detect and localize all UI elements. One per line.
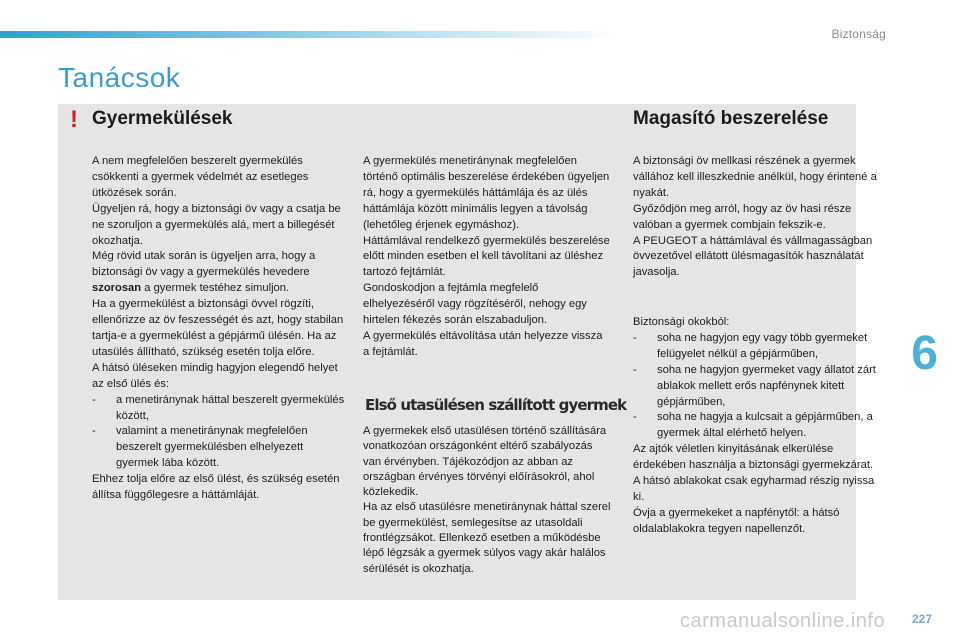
paragraph: A hátsó ablakokat csak egyharmad részig nyissa ki. (633, 475, 875, 503)
list-item (92, 424, 348, 472)
paragraph: Az ajtók véletlen kinyitásának elkerülése érdekében használja a biztonsági gyermekzárat. (633, 443, 874, 472)
heading-child-seats: Gyermekülések (92, 108, 233, 129)
section-label: Biztonság (831, 27, 886, 41)
paragraph: A gyermekülés menetiránynak megfelelően történő optimális beszerelése érdekében ügyeljen rá, hogy a gyermekülés háttámlája és az ülés háttámlája között minimális legyen a távolság (lehetőleg érjenek egymáshoz). (363, 155, 610, 231)
list-item (92, 393, 348, 425)
paragraph: Győződjön meg arról, hogy az öv hasi része valóban a gyermek combjain fekszik-e. (633, 202, 852, 231)
list-item-text: soha ne hagyjon egy vagy több gyermeket felügyelet nélkül a gépjárműben, (657, 331, 868, 360)
paragraph: Biztonsági okokból: (633, 316, 730, 328)
header-accent-bar (0, 31, 620, 38)
paragraph: Háttámlával rendelkező gyermekülés beszerelése előtt minden esetben el kell távolítani az üléshez tartozó fejtámlát. (363, 234, 610, 279)
list-item-text: soha ne hagyjon gyermeket vagy állatot zárt ablakok mellett erős napfénynek kitett gépjárműben, (657, 363, 876, 408)
list-item (633, 331, 881, 363)
list-item (633, 410, 881, 442)
chapter-number: 6 (911, 327, 938, 380)
list-dash: - (633, 411, 637, 424)
paragraph: A gyermekülés eltávolítása után helyezze vissza a fejtámlát. (363, 329, 603, 358)
paragraph: A gyermekek első utasülésen történő szállítására vonatkozóan országonként eltérő szabályozás van érvényben. Tájékozódjon az abban az országban érvényes törvényi előírásokról, ahol közlekedik. (363, 425, 607, 499)
list-item-text: a menetiránynak háttal beszerelt gyermekülés között, (116, 393, 345, 422)
list-item-text: valamint a menetiránynak megfelelően beszerelt gyermekülésben elhelyezett gyermek lába között. (116, 425, 308, 470)
page-title: Tanácsok (58, 62, 181, 93)
right-column-lower (633, 315, 881, 538)
paragraph: A PEUGEOT a háttámlával és vállmagasságban övvezetővel ellátott ülésmagasítók használatát javasolja. (633, 234, 873, 279)
paragraph: Ha a gyermekülést a biztonsági övvel rögzíti, ellenőrizze az öv feszességét és azt, hogy stabilan tartja-e a gyermekülést a gépjármű ülésén. Ha az utasülés állítható, szükség esetén tolja előre. (92, 298, 344, 358)
heading-booster-install: Magasító beszerelése (633, 108, 829, 129)
emphasis-text: szorosan (92, 282, 142, 295)
text: Még rövid utak során is ügyeljen arra, hogy a biztonsági öv vagy a gyermekülés hevedere (92, 250, 316, 279)
paragraph: A hátsó üléseken mindig hagyjon elegendő helyet az első ülés és: (92, 361, 338, 390)
paragraph: A biztonsági öv mellkasi részének a gyermek vállához kell illeszkednie anélkül, hogy érintené a nyakát. (633, 155, 877, 199)
list-dash: - (633, 363, 637, 376)
list-item (633, 363, 881, 411)
paragraph: Ehhez tolja előre az első ülést, és szükség esetén állítsa függőlegesre a háttámláját. (92, 473, 340, 502)
right-column (633, 154, 881, 281)
middle-column (363, 154, 611, 361)
paragraph: Ügyeljen rá, hogy a biztonsági öv vagy a csatja be ne szoruljon a gyermekülés alá, mert a billegését okozhatja. (92, 202, 341, 247)
warning-icon: ! (70, 106, 78, 133)
list-item-text: soha ne hagyja a kulcsait a gépjárműben, a gyermek által elérhető helyen. (657, 411, 873, 440)
list-dash: - (92, 393, 96, 406)
paragraph: Óvja a gyermekeket a napfénytől: a hátsó oldalablakokra tegyen napellenzőt. (633, 506, 840, 535)
paragraph: Gondoskodjon a fejtámla megfelelő elhelyezéséről vagy rögzítéséről, nehogy egy hirtelen fékezés során elszabaduljon. (363, 282, 587, 327)
subheading-front-passenger: Első utasülésen szállított gyermek (365, 396, 627, 414)
watermark: carmanualsonline.info (680, 610, 886, 632)
list-dash: - (633, 331, 637, 344)
list-dash: - (92, 425, 96, 438)
page-number: 227 (911, 612, 932, 626)
text: a gyermek testéhez simuljon. (141, 282, 290, 295)
left-column (92, 154, 348, 504)
paragraph (92, 249, 348, 297)
paragraph: A nem megfelelően beszerelt gyermekülés csökkenti a gyermek védelmét az esetleges ütközések során. (92, 155, 309, 199)
middle-column-lower (363, 424, 611, 577)
paragraph: Ha az első utasülésre menetiránynak háttal szerel be gyermekülést, semlegesítse az utasoldali frontlégzsákot. Ellenkező esetben a működésbe lépő légzsák a gyermek súlyos vagy akár halálos sérülését is okozhatja. (363, 501, 611, 575)
